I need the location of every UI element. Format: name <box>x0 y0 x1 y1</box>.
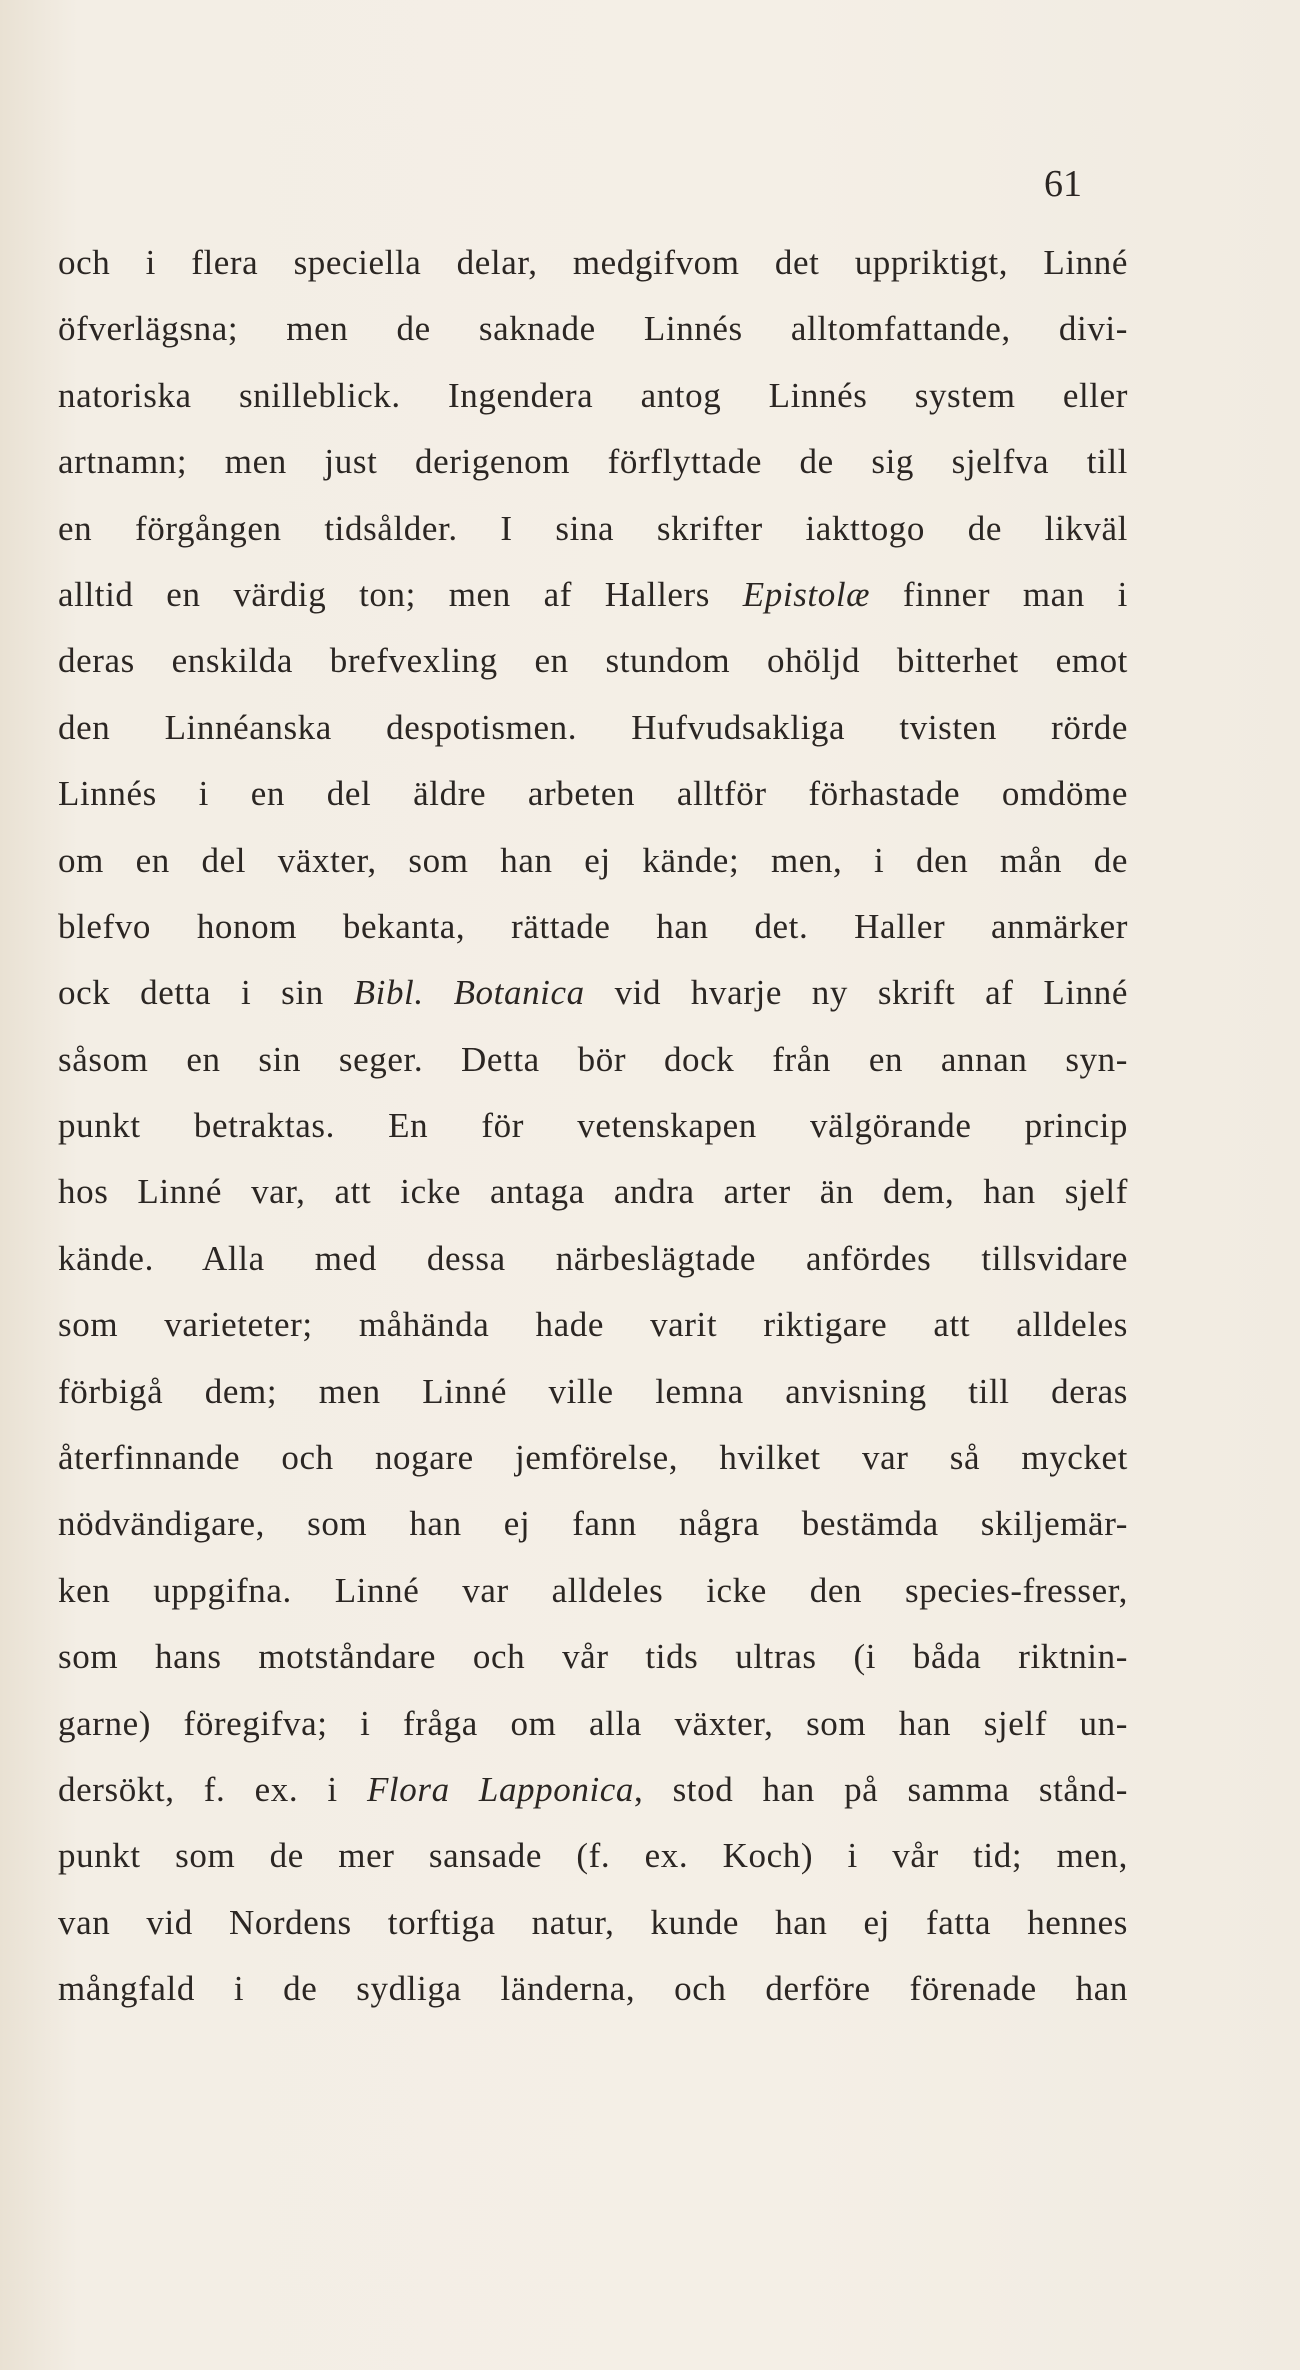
text-run: , stod han på samma stånd- <box>634 1769 1128 1809</box>
text-run: deras enskilda brefvexling en stundom ohöljd bitterhet emot <box>58 641 1128 681</box>
text-run: ock detta i sin <box>58 973 354 1013</box>
text-line <box>58 1691 1128 1757</box>
italic-title: Bibl. Botanica <box>353 973 585 1013</box>
text-line <box>58 1624 1128 1690</box>
text-line <box>58 230 1128 296</box>
text-line <box>58 1890 1128 1956</box>
text-run: punkt betraktas. En för vetenskapen välgörande princip <box>58 1106 1128 1146</box>
text-line <box>58 761 1128 827</box>
text-line <box>58 1226 1128 1292</box>
text-line <box>58 1359 1128 1425</box>
text-line <box>58 628 1128 694</box>
text-run: hos Linné var, att icke antaga andra arter än dem, han sjelf <box>58 1172 1128 1212</box>
text-line <box>58 1425 1128 1491</box>
text-run: såsom en sin seger. Detta bör dock från en annan syn- <box>58 1039 1128 1079</box>
text-line <box>58 496 1128 562</box>
text-line <box>58 562 1128 628</box>
text-run: artnamn; men just derigenom förflyttade de sig sjelfva till <box>58 442 1128 482</box>
text-run: vid hvarje ny skrift af Linné <box>584 973 1128 1013</box>
text-run: Linnés i en del äldre arbeten alltför förhastade omdöme <box>58 774 1128 814</box>
text-run: van vid Nordens torftiga natur, kunde han ej fatta hennes <box>58 1902 1128 1942</box>
text-line <box>58 1292 1128 1358</box>
text-run: förbigå dem; men Linné ville lemna anvisning till deras <box>58 1371 1128 1411</box>
text-run: natoriska snilleblick. Ingendera antog Linnés system eller <box>58 375 1128 415</box>
text-line <box>58 429 1128 495</box>
text-run: återfinnande och nogare jemförelse, hvilket var så mycket <box>58 1438 1128 1478</box>
italic-title: Flora Lapponica <box>366 1769 635 1809</box>
body-text <box>58 230 1128 2023</box>
text-run: nödvändigare, som han ej fann några bestämda skiljemär- <box>58 1504 1128 1544</box>
text-run: en förgången tidsålder. I sina skrifter iakttogo de likväl <box>58 508 1128 548</box>
text-run: garne) föregifva; i fråga om alla växter, som han sjelf un- <box>58 1703 1128 1743</box>
text-run: dersökt, f. ex. i <box>58 1769 367 1809</box>
text-line <box>58 1027 1128 1093</box>
text-line <box>58 1558 1128 1624</box>
text-line <box>58 1757 1128 1823</box>
text-run: och i flera speciella delar, medgifvom det uppriktigt, Linné <box>58 243 1128 282</box>
text-run: öfverlägsna; men de saknade Linnés alltomfattande, divi- <box>58 309 1128 349</box>
text-line <box>58 296 1128 362</box>
text-line <box>58 363 1128 429</box>
text-run: mångfald i de sydliga länderna, och derföre förenade han <box>58 1969 1128 2009</box>
text-run: blefvo honom bekanta, rättade han det. Haller anmärker <box>58 906 1128 946</box>
text-line <box>58 828 1128 894</box>
text-run: den Linnéanska despotismen. Hufvudsakliga tvisten rörde <box>58 707 1128 747</box>
text-line <box>58 1159 1128 1225</box>
text-line <box>58 1093 1128 1159</box>
page-number: 61 <box>1044 163 1082 205</box>
text-line <box>58 1491 1128 1557</box>
text-run: som hans motståndare och vår tids ultras (i båda riktnin- <box>58 1637 1128 1677</box>
text-line <box>58 1956 1128 2022</box>
text-run: finner man i <box>870 574 1128 614</box>
text-run: alltid en värdig ton; men af Hallers <box>58 574 743 614</box>
text-line <box>58 960 1128 1026</box>
text-line <box>58 1823 1128 1889</box>
text-run: kände. Alla med dessa närbeslägtade anfördes tillsvidare <box>58 1238 1128 1278</box>
text-run: ken uppgifna. Linné var alldeles icke den species-fresser, <box>58 1570 1128 1610</box>
text-run: punkt som de mer sansade (f. ex. Koch) i vår tid; men, <box>58 1836 1128 1876</box>
text-line <box>58 894 1128 960</box>
text-line <box>58 695 1128 761</box>
italic-title: Epistolæ <box>742 574 871 614</box>
text-run: om en del växter, som han ej kände; men, i den mån de <box>58 840 1128 880</box>
text-run: som varieteter; måhända hade varit riktigare att alldeles <box>58 1305 1128 1345</box>
